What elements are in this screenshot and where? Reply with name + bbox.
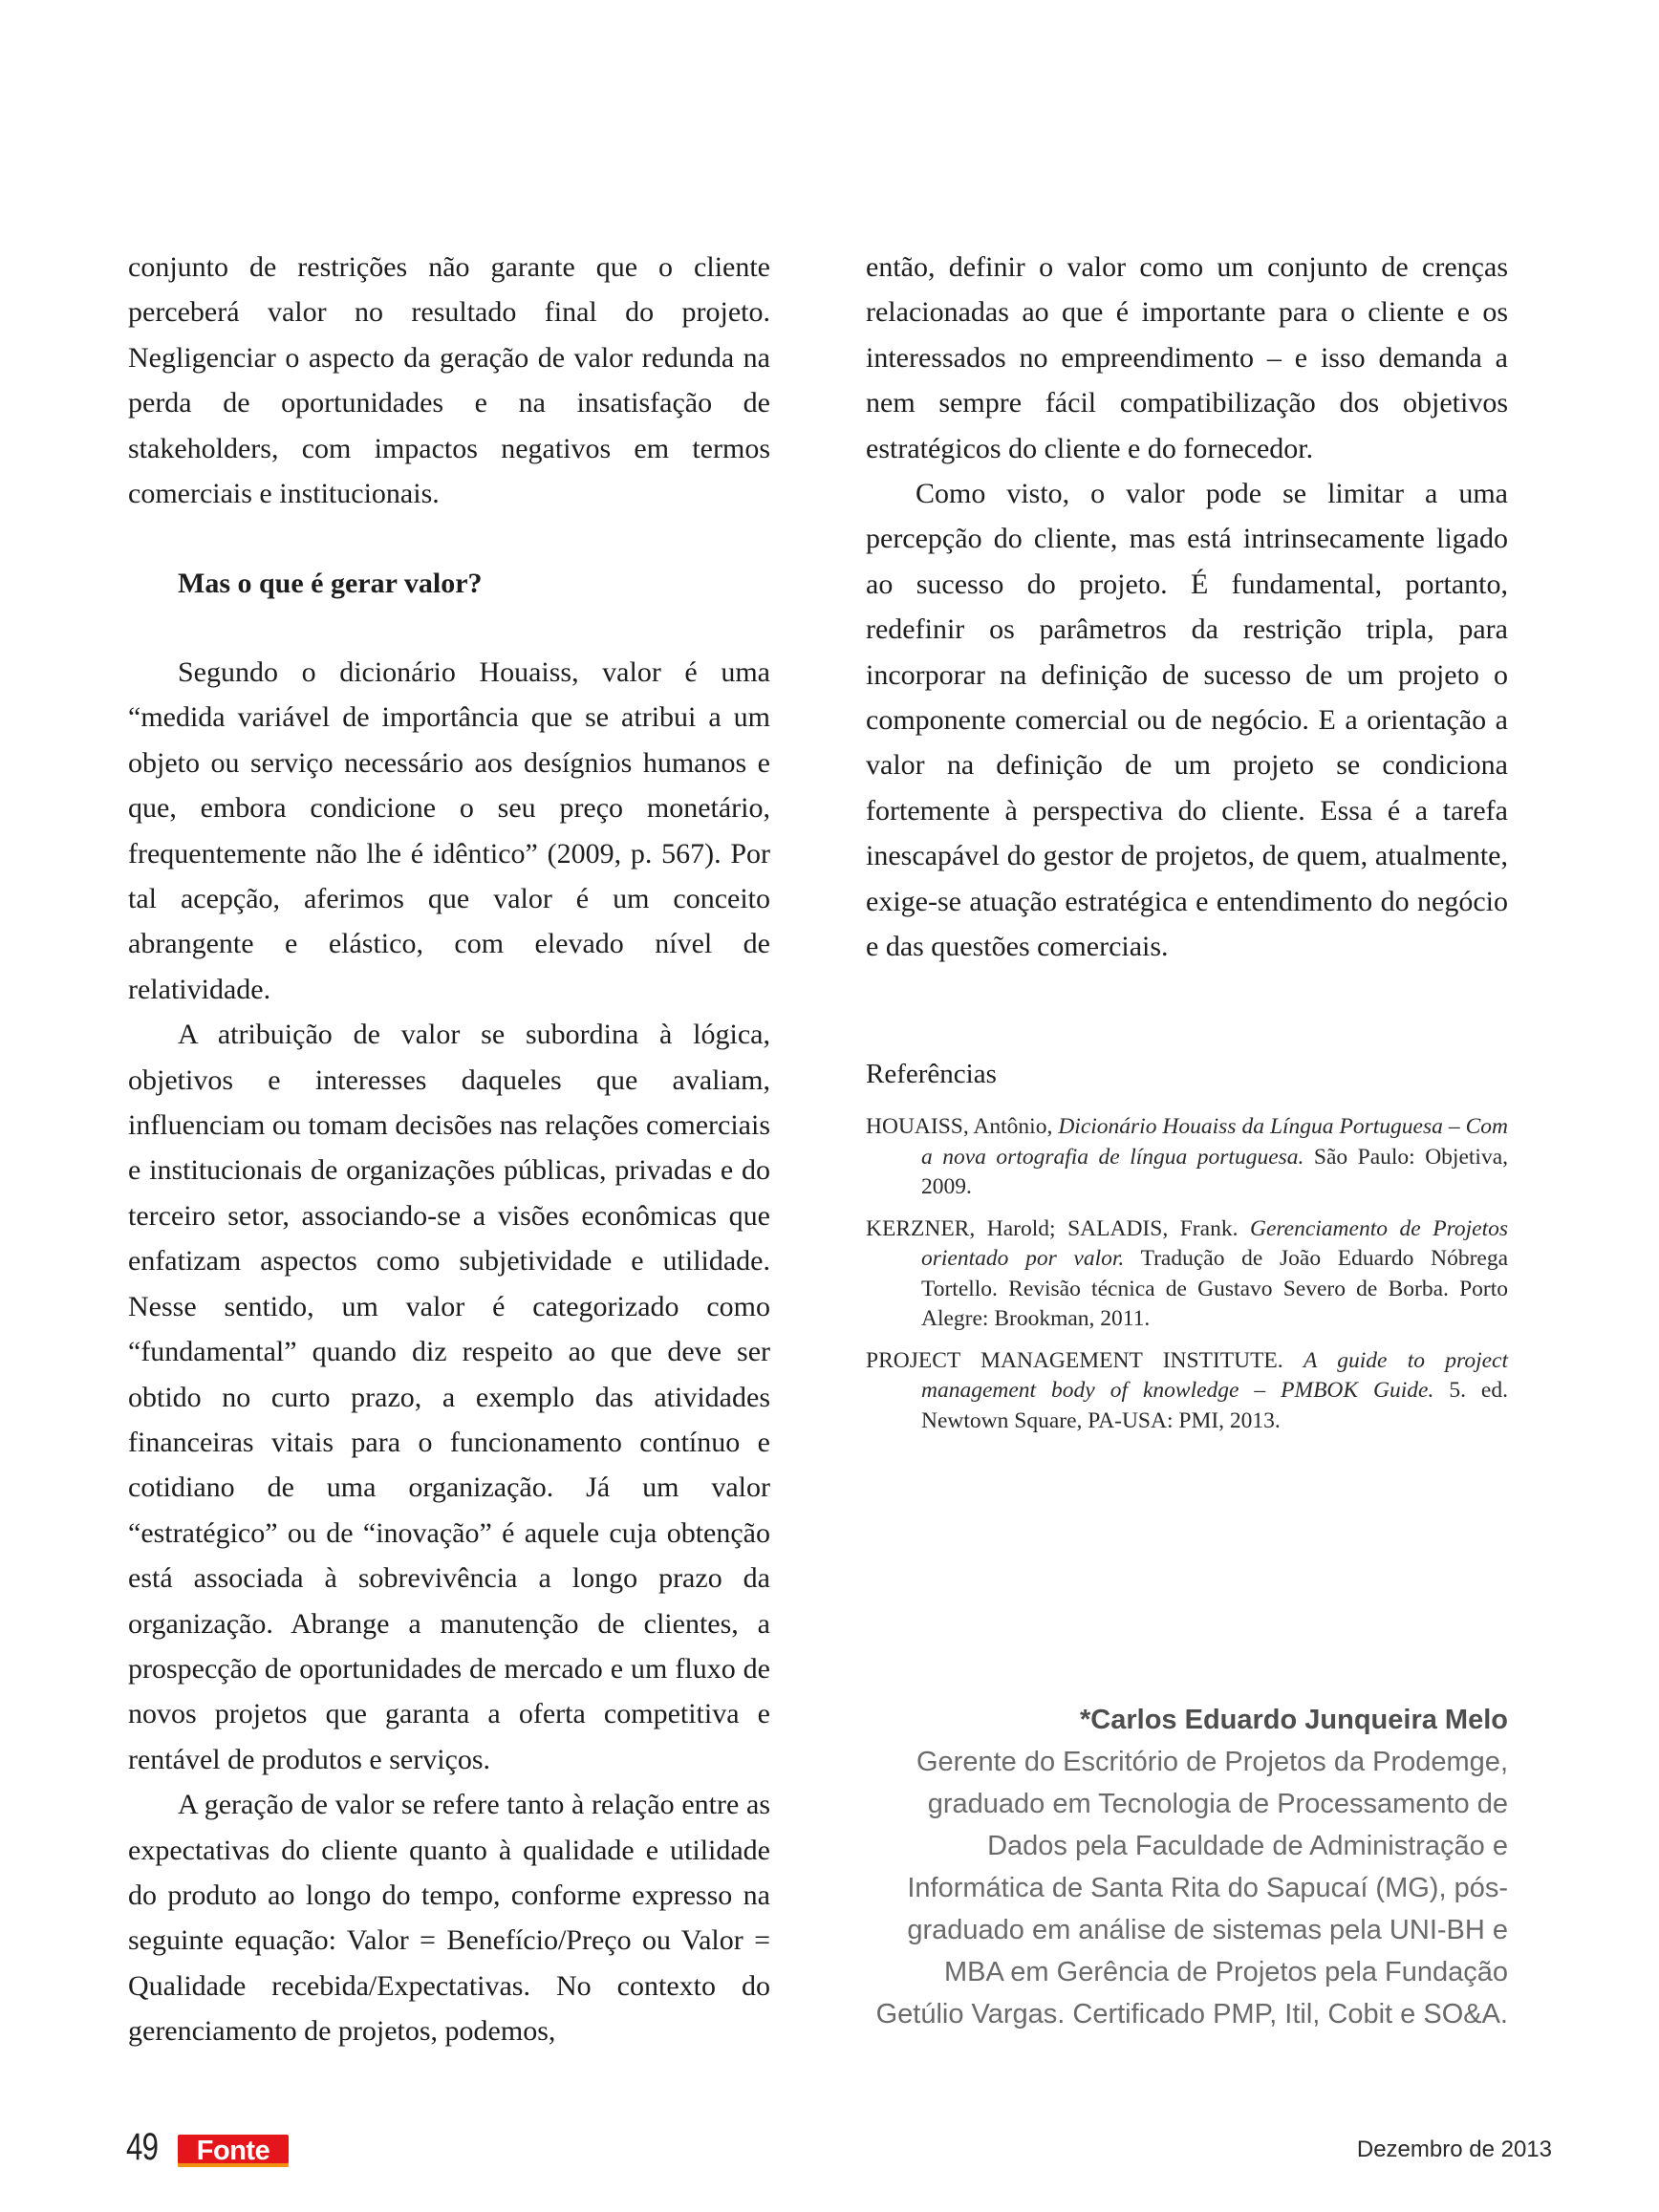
paragraph: conjunto de restrições não garante que o cliente perceberá valor no resultado final do projeto. Negligenciar o aspecto da geração de valor redunda na perda de oportunidades e na insatisfação de stakeholders, com impactos negativos em termos comerciais e institucionais. bbox=[128, 251, 770, 510]
paragraph: Como visto, o valor pode se limitar a uma percepção do cliente, mas está intrinsecamente ligado ao sucesso do projeto. É fundamental, portanto, redefinir os parâmetros da restrição tripla, para incorporar na definição de sucesso de um projeto o componente comercial ou de negócio. E a orientação a valor na definição de um projeto se condiciona fortemente à perspectiva do cliente. Essa é a tarefa inescapável do gestor de projetos, de quem, atualmente, exige-se atuação estratégica e entendimento do negócio e das questões comerciais. bbox=[866, 478, 1508, 963]
paragraph: Segundo o dicionário Houaiss, valor é uma “medida variável de importância que se atribui a um objeto ou serviço necessário aos desígnios humanos e que, embora condicione o seu preço monetário, frequentemente não lhe é idêntico” (2009, p. 567). Por tal acepção, aferimos que valor é um conceito abrangente e elástico, com elevado nível de relatividade. bbox=[128, 656, 770, 1005]
issue-date: Dezembro de 2013 bbox=[1356, 2137, 1552, 2162]
author-bio bbox=[866, 1699, 1508, 2035]
reference-item: PROJECT MANAGEMENT INSTITUTE. A guide to project management body of knowledge – PMBOK Guide. 5. ed. Newtown Square, PA-USA: PMI, 2013. bbox=[866, 1347, 1508, 1433]
paragraph: A atribuição de valor se subordina à lógica, objetivos e interesses daqueles que avaliam, influenciam ou tomam decisões nas relações comerciais e institucionais de organizações públicas, privadas e do terceiro setor, associando-se a visões econômicas que enfatizam aspectos como subjetividade e utilidade. Nesse sentido, um valor é categorizado como “fundamental” quando diz respeito ao que deve ser obtido no curto prazo, a exemplo das atividades financeiras vitais para o funcionamento contínuo e cotidiano de uma organização. Já um valor “estratégico” ou de “inovação” é aquele cuja obtenção está associada à sobrevivência a longo prazo da organização. Abrange a manutenção de clientes, a prospecção de oportunidades de mercado e um fluxo de novos projetos que garanta a oferta competitiva e rentável de produtos e serviços. bbox=[128, 1019, 770, 1775]
left-column-continued bbox=[128, 650, 770, 2054]
paragraph: A geração de valor se refere tanto à relação entre as expectativas do cliente quanto à qualidade e utilidade do produto ao longo do tempo, conforme expresso na seguinte equação: Valor = Benefício/Preço ou Valor = Qualidade recebida/Expectativas. No contexto do gerenciamento de projetos, podemos, bbox=[128, 1789, 770, 2048]
fonte-logo bbox=[178, 2135, 289, 2167]
left-column bbox=[128, 245, 770, 516]
reference-item: HOUAISS, Antônio, Dicionário Houaiss da Língua Portuguesa – Com a nova ortografia de língua portuguesa. São Paulo: Objetiva, 2009. bbox=[866, 1114, 1508, 1199]
author-name: *Carlos Eduardo Junqueira Melo bbox=[1080, 1705, 1508, 1735]
logo-text: Fonte bbox=[196, 2136, 270, 2166]
section-heading: Mas o que é gerar valor? bbox=[178, 568, 483, 599]
page-number: 49 bbox=[126, 2126, 159, 2168]
references-title: Referências bbox=[866, 1059, 997, 1089]
right-column bbox=[866, 245, 1508, 970]
references-section bbox=[866, 1045, 1508, 1448]
author-description: Gerente do Escritório de Projetos da Prodemge, graduado em Tecnologia de Processamento de Dados pela Faculdade de Administração e Informática de Santa Rita do Sapucaí (MG), pós-graduado em análise de sistemas pela UNI-BH e MBA em Gerência de Projetos pela Fundação Getúlio Vargas. Certificado PMP, Itil, Cobit e SO&A. bbox=[875, 1747, 1508, 2029]
reference-item: KERZNER, Harold; SALADIS, Frank. Gerenciamento de Projetos orientado por valor. Tradução de João Eduardo Nóbrega Tortello. Revisão técnica de Gustavo Severo de Borba. Porto Alegre: Brookman, 2011. bbox=[866, 1215, 1509, 1331]
paragraph: então, definir o valor como um conjunto de crenças relacionadas ao que é importante para o cliente e os interessados no empreendimento – e isso demanda a nem sempre fácil compatibilização dos objetivos estratégicos do cliente e do fornecedor. bbox=[866, 251, 1508, 464]
